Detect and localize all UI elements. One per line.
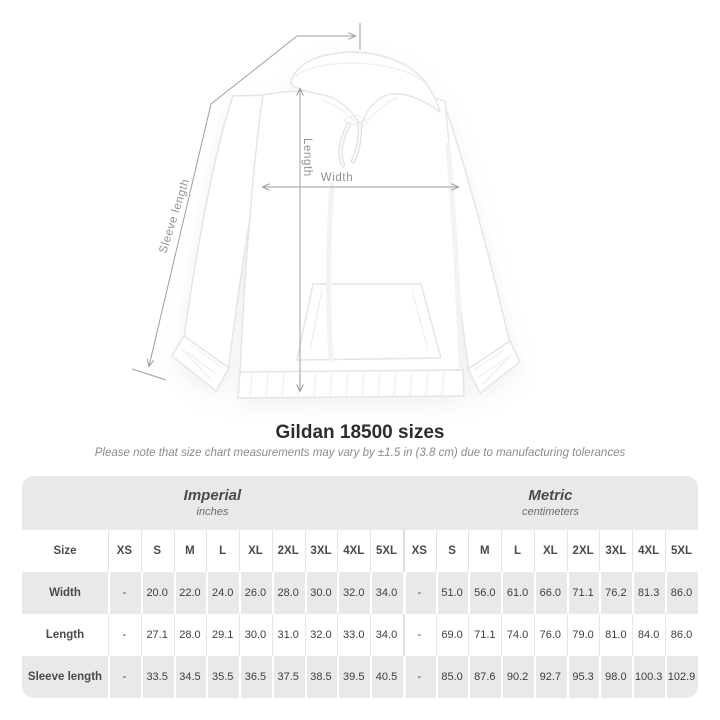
value-cell: 71.1	[567, 572, 600, 614]
size-chart-container	[22, 476, 698, 698]
size-column-header: Size	[53, 545, 77, 557]
value-cell: 100.3	[632, 656, 665, 698]
value-cell: 38.5	[305, 656, 338, 698]
metric-header-label: Metric	[528, 487, 573, 505]
size-header-metric-xs: XS	[403, 530, 436, 572]
value-cell: 33.5	[141, 656, 174, 698]
value-cell: 26.0	[239, 572, 272, 614]
value-cell: 61.0	[501, 572, 534, 614]
size-header-metric-xl: XL	[534, 530, 567, 572]
value-cell: 37.5	[272, 656, 305, 698]
imperial-header-label: Imperial	[183, 487, 242, 505]
value-cell: 36.5	[239, 656, 272, 698]
value-cell: 56.0	[468, 572, 501, 614]
imperial-header-sublabel: inches	[196, 505, 229, 518]
size-header-metric-s: S	[436, 530, 469, 572]
value-cell: 87.6	[468, 656, 501, 698]
value-cell: 28.0	[272, 572, 305, 614]
hoodie-hem-band	[238, 370, 464, 398]
size-header-imperial-3xl: 3XL	[305, 530, 338, 572]
size-header-imperial-xl: XL	[239, 530, 272, 572]
row-label: Width	[49, 587, 81, 599]
value-cell: -	[403, 656, 436, 698]
value-cell: 92.7	[534, 656, 567, 698]
value-cell: 20.0	[141, 572, 174, 614]
row-label: Length	[45, 629, 85, 641]
value-cell: 39.5	[337, 656, 370, 698]
value-cell: 81.0	[599, 614, 632, 656]
metric-header	[403, 476, 698, 530]
value-cell: 76.2	[599, 572, 632, 614]
value-cell: 34.0	[370, 572, 403, 614]
value-cell: 98.0	[599, 656, 632, 698]
value-cell: 30.0	[305, 572, 338, 614]
value-cell: 86.0	[665, 572, 698, 614]
value-cell: 28.0	[174, 614, 207, 656]
size-header-imperial-xs: XS	[108, 530, 141, 572]
measurement-row	[22, 572, 698, 614]
value-cell: 86.0	[665, 614, 698, 656]
row-label: Sleeve length	[27, 671, 103, 683]
value-cell: 30.0	[239, 614, 272, 656]
value-cell: 84.0	[632, 614, 665, 656]
value-cell: 31.0	[272, 614, 305, 656]
value-cell: -	[108, 656, 141, 698]
width-label: Width	[320, 172, 354, 184]
unit-header-row	[22, 476, 698, 530]
value-cell: 90.2	[501, 656, 534, 698]
imperial-header	[22, 476, 403, 530]
value-cell: 40.5	[370, 656, 403, 698]
value-cell: 27.1	[141, 614, 174, 656]
size-header-metric-5xl: 5XL	[665, 530, 698, 572]
value-cell: 69.0	[436, 614, 469, 656]
size-header-metric-2xl: 2XL	[567, 530, 600, 572]
value-cell: 74.0	[501, 614, 534, 656]
value-cell: 66.0	[534, 572, 567, 614]
size-chart-table	[22, 476, 698, 698]
value-cell: 79.0	[567, 614, 600, 656]
value-cell: 29.1	[206, 614, 239, 656]
value-cell: 95.3	[567, 656, 600, 698]
size-header-metric-4xl: 4XL	[632, 530, 665, 572]
value-cell: 34.5	[174, 656, 207, 698]
value-cell: -	[403, 614, 436, 656]
size-header-row	[22, 530, 698, 572]
value-cell: 24.0	[206, 572, 239, 614]
value-cell: 71.1	[468, 614, 501, 656]
value-cell: 32.0	[305, 614, 338, 656]
hoodie-pocket	[297, 284, 441, 360]
measurement-row	[22, 656, 698, 698]
size-header-metric-m: M	[468, 530, 501, 572]
value-cell: 81.3	[632, 572, 665, 614]
metric-header-sublabel: centimeters	[522, 505, 579, 518]
size-header-imperial-5xl: 5XL	[370, 530, 403, 572]
value-cell: 76.0	[534, 614, 567, 656]
value-cell: -	[403, 572, 436, 614]
size-header-metric-3xl: 3XL	[599, 530, 632, 572]
page-title: Gildan 18500 sizes	[275, 422, 445, 443]
length-label: Length	[301, 138, 313, 177]
size-header-imperial-m: M	[174, 530, 207, 572]
size-header-imperial-s: S	[141, 530, 174, 572]
hoodie-illustration	[172, 52, 520, 398]
size-header-metric-l: L	[501, 530, 534, 572]
value-cell: 33.0	[337, 614, 370, 656]
value-cell: 102.9	[665, 656, 698, 698]
value-cell: -	[108, 572, 141, 614]
value-cell: 22.0	[174, 572, 207, 614]
size-header-imperial-4xl: 4XL	[337, 530, 370, 572]
value-cell: 51.0	[436, 572, 469, 614]
value-cell: 35.5	[206, 656, 239, 698]
tolerance-note: Please note that size chart measurements may vary by ±1.5 in (3.8 cm) due to manufacturing tolerances	[94, 447, 626, 459]
size-header-imperial-2xl: 2XL	[272, 530, 305, 572]
measurement-row	[22, 614, 698, 656]
value-cell: 34.0	[370, 614, 403, 656]
size-header-imperial-l: L	[206, 530, 239, 572]
value-cell: -	[108, 614, 141, 656]
value-cell: 32.0	[337, 572, 370, 614]
value-cell: 85.0	[436, 656, 469, 698]
sleeve-length-label: Sleeve length	[157, 177, 193, 255]
